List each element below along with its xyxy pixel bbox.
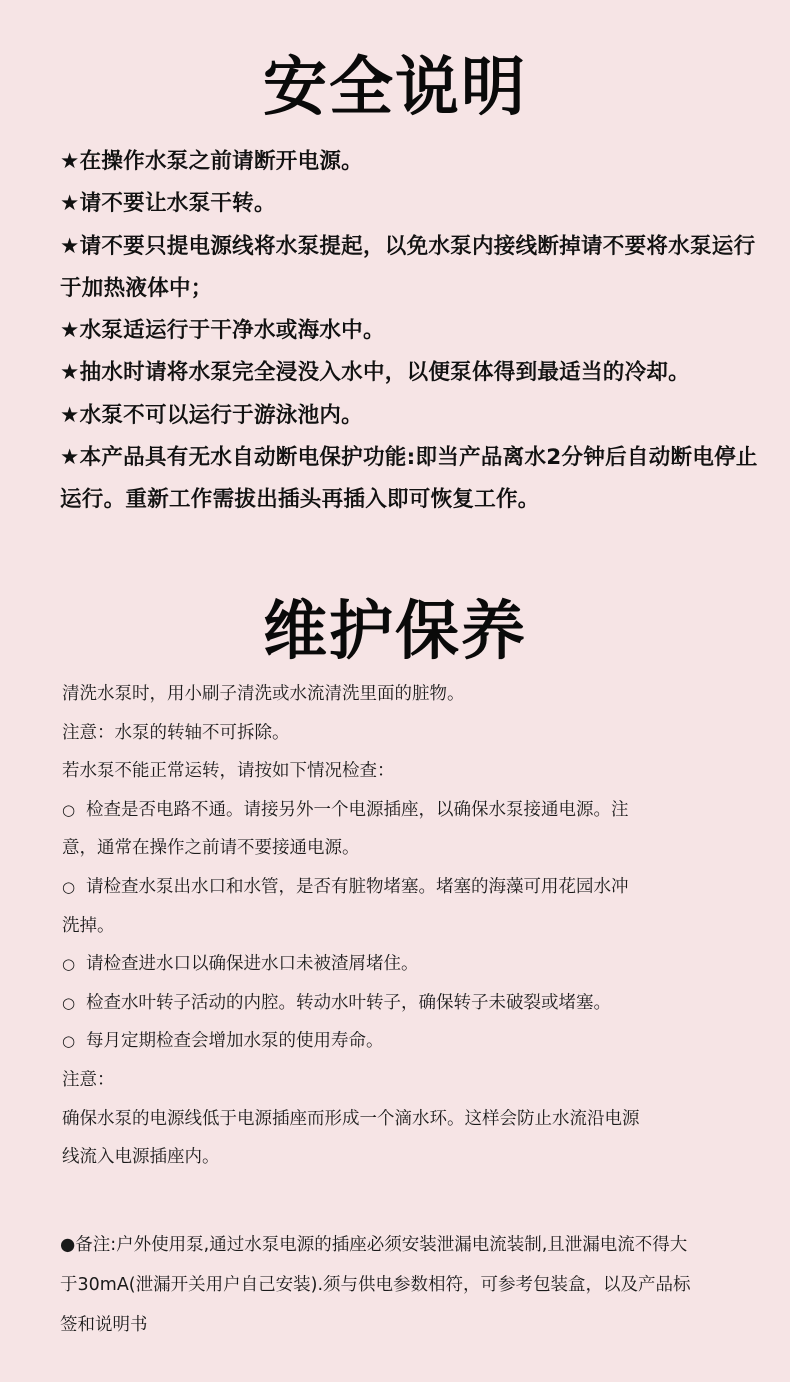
maintenance-line-text: 确保水泵的电源线低于电源插座而形成一个滴水环。这样会防止水流沿电源 bbox=[62, 1108, 640, 1129]
note-line: 于30mA(泄漏开关用户自己安装).须与供电参数相符，可参考包装盒，以及产品标 bbox=[60, 1275, 691, 1295]
maintenance-line-text: 意，通常在操作之前请不要接通电源。 bbox=[62, 838, 360, 859]
maintenance-line bbox=[62, 984, 742, 1023]
maintenance-line bbox=[62, 791, 742, 830]
safety-item: ★本产品具有无水自动断电保护功能:即当产品离水2分钟后自动断电停止运行。重新工作需拔出插头再插入即可恢复工作。 bbox=[60, 445, 758, 513]
maintenance-line bbox=[62, 1138, 742, 1177]
safety-item: ★水泵不可以运行于游泳池内。 bbox=[60, 402, 363, 428]
safety-item: ★请不要让水泵干转。 bbox=[60, 191, 276, 217]
maintenance-line-text: 清洗水泵时，用小刷子清洗或水流清洗里面的脏物。 bbox=[62, 684, 465, 704]
maintenance-line bbox=[62, 907, 742, 946]
circle-bullet-icon: ○ bbox=[62, 800, 76, 819]
safety-list bbox=[60, 141, 760, 522]
maintenance-line bbox=[62, 868, 742, 907]
maintenance-line-text: 注意：水泵的转轴不可拆除。 bbox=[62, 722, 290, 743]
safety-item: ★抽水时请将水泵完全浸没入水中，以便泵体得到最适当的冷却。 bbox=[60, 360, 690, 386]
maintenance-line-text: 请检查水泵出水口和水管，是否有脏物堵塞。堵塞的海藻可用花园水冲 bbox=[86, 876, 629, 897]
maintenance-line-text: 检查是否电路不通。请接另外一个电源插座，以确保水泵接通电源。注 bbox=[86, 799, 629, 820]
safety-item: ★在操作水泵之前请断开电源。 bbox=[60, 149, 363, 174]
note-line: ●备注:户外使用泵,通过水泵电源的插座必须安装泄漏电流装制,且泄漏电流不得大 bbox=[60, 1235, 688, 1255]
maintenance-line-text: 检查水叶转子活动的内腔。转动水叶转子，确保转子未破裂或堵塞。 bbox=[86, 992, 611, 1013]
maintenance-list bbox=[62, 675, 742, 1177]
maintenance-line bbox=[62, 1061, 742, 1100]
safety-item: ★请不要只提电源线将水泵提起，以免水泵内接线断掉请不要将水泵运行于加热液体中； bbox=[60, 233, 756, 301]
maintenance-line-text: 注意： bbox=[62, 1069, 115, 1090]
maintenance-line-text: 请检查进水口以确保进水口未被渣屑堵住。 bbox=[86, 954, 419, 975]
maintenance-line-text: 每月定期检查会增加水泵的使用寿命。 bbox=[86, 1031, 384, 1052]
note-block bbox=[60, 1225, 750, 1345]
circle-bullet-icon: ○ bbox=[62, 955, 76, 974]
circle-bullet-icon: ○ bbox=[62, 993, 76, 1012]
circle-bullet-icon: ○ bbox=[62, 1032, 76, 1051]
maintenance-line bbox=[62, 945, 742, 984]
maintenance-line bbox=[62, 752, 742, 791]
note-line: 签和说明书 bbox=[60, 1315, 148, 1335]
safety-item: ★水泵适运行于干净水或海水中。 bbox=[60, 318, 385, 344]
safety-title: 安全说明 bbox=[263, 51, 527, 125]
maintenance-line bbox=[62, 1100, 742, 1139]
maintenance-line bbox=[62, 829, 742, 868]
maintenance-line bbox=[62, 1022, 742, 1061]
circle-bullet-icon: ○ bbox=[62, 877, 76, 896]
maintenance-title: 维护保养 bbox=[263, 595, 527, 669]
maintenance-line bbox=[62, 714, 742, 753]
maintenance-line-text: 线流入电源插座内。 bbox=[62, 1147, 220, 1168]
maintenance-line bbox=[62, 675, 742, 714]
maintenance-line-text: 若水泵不能正常运转，请按如下情况检查： bbox=[62, 761, 395, 782]
maintenance-line-text: 洗掉。 bbox=[62, 915, 115, 936]
